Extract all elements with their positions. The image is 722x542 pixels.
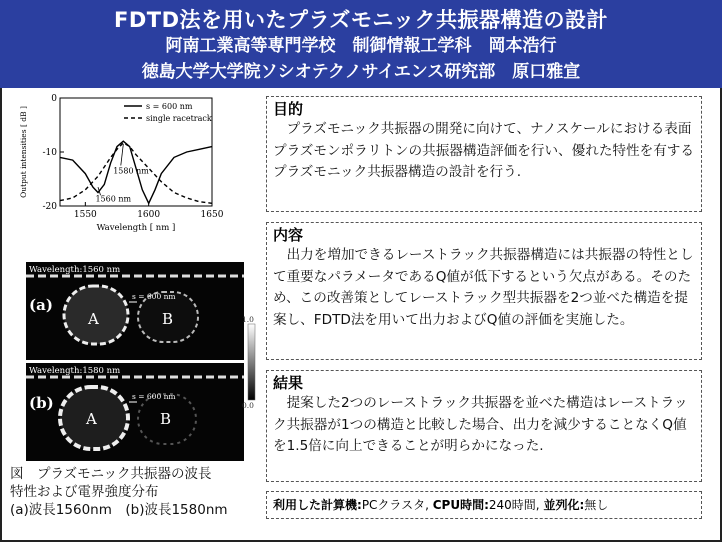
purpose-box xyxy=(266,96,702,212)
field-map-a-ring-b: B xyxy=(162,310,174,328)
content-box xyxy=(266,222,702,360)
content-heading: 内容 xyxy=(273,226,304,244)
field-map-a-gap: s = 600 nm xyxy=(132,292,176,301)
compute-value-3: 無し xyxy=(584,498,609,512)
field-map-b-gap: s = 600 nm xyxy=(132,392,176,401)
y-tick-label: -10 xyxy=(42,148,57,158)
field-intensity-maps xyxy=(26,262,266,462)
y-axis-label: Output intensities [ dB ] xyxy=(19,106,28,198)
content-text: 出力を増加できるレーストラック共振器構造には共振器の特性として重要なパラメータであるQ値が低下するという欠点がある。そのため、この改善策としてレーストラック型共振器を2つ並べた構造を提案し、FDTD法を用いて出力およびQ値の評価を実施した。 xyxy=(273,247,694,328)
figure-caption xyxy=(10,465,265,519)
y-tick-label: 0 xyxy=(51,94,57,104)
caption-line-3: (a)波長1560nm (b)波長1580nm xyxy=(10,502,228,518)
purpose-heading: 目的 xyxy=(273,100,304,118)
result-text: 提案した2つのレーストラック共振器を並べた構造はレーストラック共振器が1つの構造と比較した場合、出力を減少することなくQ値を1.5倍に向上できることが明らかになった. xyxy=(273,395,688,454)
annotation-1560nm: 1560 nm xyxy=(95,194,132,204)
author-affiliation-1: 阿南工業高等専門学校 制御情報工学科 岡本浩行 xyxy=(165,36,557,56)
field-map-b-ring-a: A xyxy=(86,410,97,428)
purpose-text: プラズモニック共振器の開発に向けて、ナノスケールにおける表面プラズモンポラリトンの共振器構造評価を行い、優れた特性を有するプラズモニック共振器構造の設計を行う. xyxy=(273,121,694,180)
caption-line-2: 特性および電界強度分布 xyxy=(10,484,159,500)
author-affiliation-2: 徳島大学大学院ソシオテクノサイエンス研究部 原口雅宣 xyxy=(141,62,581,82)
field-map-a-ring-a: A xyxy=(88,310,99,328)
field-map-b-tag: Wavelength:1580 nm xyxy=(29,366,121,376)
result-box xyxy=(266,370,702,482)
compute-info-box xyxy=(266,491,702,519)
colorbar xyxy=(248,324,255,400)
x-tick-label: 1650 xyxy=(200,210,224,220)
field-map-b-ring-b: B xyxy=(160,410,172,428)
x-tick-label: 1600 xyxy=(137,210,161,220)
x-tick-label: 1550 xyxy=(73,210,97,220)
colorbar-min-label: 0.0 xyxy=(242,401,254,410)
compute-label-1: 利用した計算機: xyxy=(273,498,362,512)
header-banner xyxy=(0,0,722,88)
annotation-1580nm: 1580 nm xyxy=(113,166,149,176)
field-map-b-panel-label: (b) xyxy=(29,394,54,412)
compute-value-1: PCクラスタ, xyxy=(361,498,429,512)
legend-label-1: s = 600 nm xyxy=(146,102,193,111)
legend-label-2: single racetrack xyxy=(146,114,212,123)
colorbar-max-label: 1.0 xyxy=(242,315,254,324)
result-heading: 結果 xyxy=(273,374,304,392)
compute-label-2: CPU時間: xyxy=(432,498,489,512)
caption-line-1: 図 プラズモニック共振器の波長 xyxy=(10,466,212,482)
annotation-1580nm-arrow xyxy=(121,144,124,166)
compute-value-2: 240時間, xyxy=(488,498,540,512)
field-map-a-panel-label: (a) xyxy=(29,296,53,314)
x-axis-label: Wavelength [ nm ] xyxy=(96,223,176,233)
field-map-a-tag: Wavelength:1560 nm xyxy=(29,265,121,275)
compute-label-3: 並列化: xyxy=(543,498,585,512)
poster-title: FDTD法を用いたプラズモニック共振器構造の設計 xyxy=(113,8,609,32)
y-tick-label: -20 xyxy=(42,202,57,212)
wavelength-chart xyxy=(14,92,254,237)
